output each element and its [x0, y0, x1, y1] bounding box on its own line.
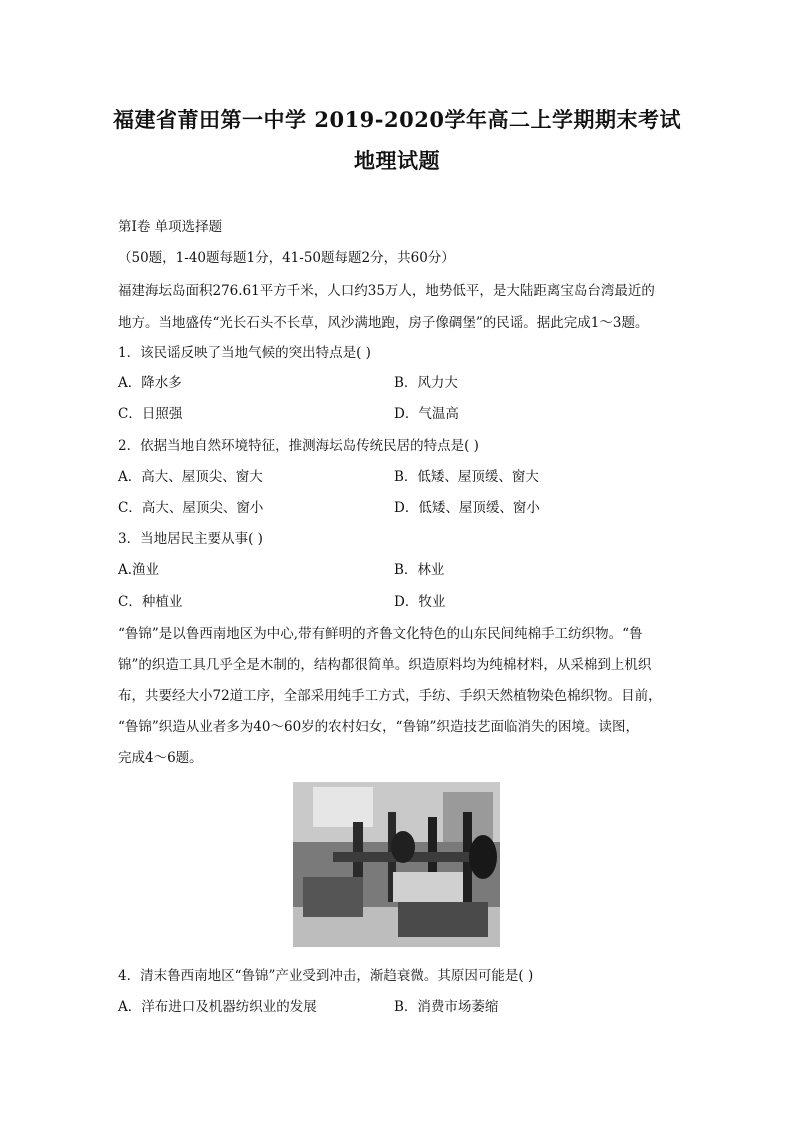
- subtitle: 地理试题: [354, 148, 440, 173]
- question-2-stem: 2．依据当地自然环境特征，推测海坛岛传统民居的特点是( ): [118, 438, 479, 454]
- question-3-option-c: C．种植业: [118, 594, 183, 610]
- passage-1-line-2: 地方。当地盛传“光长石头不长草，风沙满地跑，房子像碉堡”的民谣。据此完成1～3题。: [118, 315, 649, 331]
- title: 福建省莆田第一中学 2019-2020学年高二上学期期末考试: [113, 107, 681, 132]
- question-4-option-a: A．洋布进口及机器纺织业的发展: [118, 999, 317, 1015]
- loom-workshop-photo: [293, 782, 500, 947]
- passage-2-line-3: 布，共要经大小72道工序，全部采用纯手工方式，手纺、手织天然植物染色棉织物。目前，: [118, 688, 662, 704]
- passage-2-line-5: 完成4～6题。: [118, 750, 203, 766]
- passage-1-line-1: 福建海坛岛面积276.61平方千米，人口约35万人，地势低平，是大陆距离宝岛台湾最近的: [118, 283, 655, 299]
- question-4-option-b: B．消费市场萎缩: [394, 999, 499, 1015]
- question-4-stem: 4．清末鲁西南地区“鲁锦”产业受到冲击，渐趋衰微。其原因可能是( ): [118, 968, 534, 984]
- question-1-stem: 1．该民谣反映了当地气候的突出特点是( ): [118, 345, 371, 361]
- passage-2-line-2: 锦”的织造工具几乎全是木制的，结构都很简单。织造原料均为纯棉材料，从采棉到上机织: [118, 657, 652, 673]
- section-scoring: （50题，1-40题每题1分，41-50题每题2分，共60分）: [118, 250, 455, 266]
- passage-2-line-1: “鲁锦”是以鲁西南地区为中心,带有鲜明的齐鲁文化特色的山东民间纯棉手工纺织物。“鲁: [118, 626, 643, 642]
- question-1-option-c: C．日照强: [118, 406, 183, 422]
- question-2-option-c: C．高大、屋顶尖、窗小: [118, 500, 264, 516]
- question-3-option-d: D．牧业: [394, 594, 446, 610]
- question-1-option-d: D．气温高: [394, 406, 459, 422]
- question-2-option-a: A．高大、屋顶尖、窗大: [118, 469, 263, 485]
- question-3-option-b: B．林业: [394, 562, 445, 578]
- question-1-option-b: B．风力大: [394, 375, 458, 391]
- question-3-option-a: A.渔业: [118, 562, 160, 578]
- question-1-option-a: A．降水多: [118, 375, 182, 391]
- section-heading: 第Ⅰ卷 单项选择题: [118, 219, 223, 235]
- question-3-stem: 3．当地居民主要从事( ): [118, 531, 263, 547]
- question-2-option-b: B．低矮、屋顶缓、窗大: [394, 469, 539, 485]
- passage-2-line-4: “鲁锦”织造从业者多为40～60岁的农村妇女，“鲁锦”织造技艺面临消失的困境。读图，: [118, 719, 639, 735]
- question-2-option-d: D．低矮、屋顶缓、窗小: [394, 500, 540, 516]
